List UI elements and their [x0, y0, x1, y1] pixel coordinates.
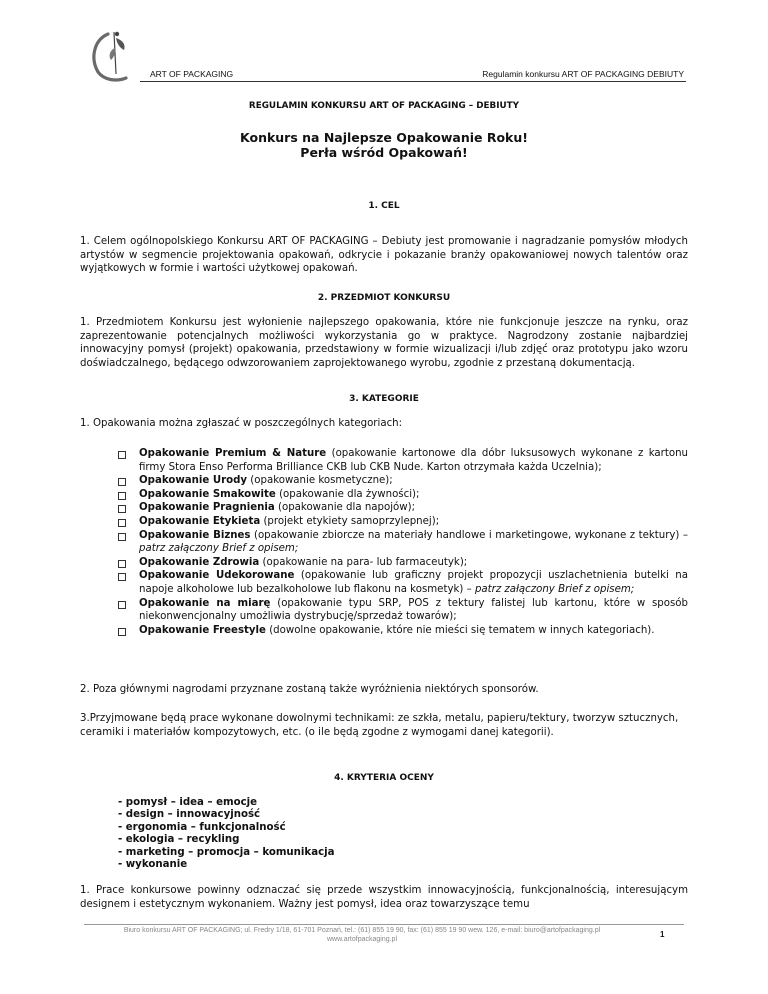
category-name: Opakowanie Urody [139, 475, 248, 487]
category-item [118, 501, 688, 515]
footer-address: Biuro konkursu ART OF PACKAGING; ul. Fredry 1/18, 61-701 Poznań, tel.: (61) 855 19 90, fax: (61) 855 19 90 wew. 126, e-mail: biuro@artofpackaging.pl [123, 927, 601, 934]
header-right-text: Regulamin konkursu ART OF PACKAGING DEBIUTY [482, 69, 684, 79]
section-1-title: 1. CEL [368, 201, 400, 211]
category-name: Opakowanie na miarę [139, 597, 271, 609]
footer-website: www.artofpackaging.pl [326, 936, 398, 943]
category-desc: (opakowanie kartonowe dla dóbr luksusowych wykonane z kartonu firmy Stora Enso Performa Brilliance CKB lub CKB Nude. Karton otrzymała każda Uczelnia); [139, 448, 689, 473]
category-item [118, 474, 688, 488]
section-3-para-3: 3.Przyjmowane będą prace wykonane dowolnymi technikami: ze szkła, metalu, papieru/tektury, tworzyw sztucznych, ceramiki i materiałów kompozytowych, etc. (o ile będą zgodne z wymogami danej kategorii). [80, 713, 679, 738]
category-item [118, 529, 688, 556]
section-2-text: 1. Przedmiotem Konkursu jest wyłonienie najlepszego opakowania, które nie funkcjonuje jeszcze na rynku, oraz zaprezentowanie potencjalnych możliwości wykorzystania go w praktyce. Nagrodzony zostanie najbardziej innowacyjny pomysł (projekt) opakowania, przedstawiony w formie wizualizacji i/lub zdjęć oraz prototypu jako wzoru doświadczalnego, będącego odwzorowaniem zaprojektowanego wyrobu, zgodnie z przestaną dokumentacją. [80, 317, 688, 369]
checkbox-icon [118, 533, 126, 541]
category-desc: (opakowanie zbiorcze na materiały handlowe i marketingowe, wykonane z tektury) – [250, 529, 688, 541]
category-desc: (opakowanie kosmetyczne); [247, 475, 393, 487]
checkbox-icon [118, 601, 126, 609]
section-3-intro: 1. Opakowania można zgłaszać w poszczególnych kategoriach: [80, 418, 403, 429]
document-title: REGULAMIN KONKURSU ART OF PACKAGING – DEBIUTY [248, 101, 520, 111]
checkbox-icon [118, 451, 126, 459]
criteria-item: - marketing – promocja – komunikacja [118, 846, 335, 858]
category-name: Opakowanie Biznes [139, 529, 251, 541]
criteria-item: - ekologia – recykling [118, 834, 240, 846]
section-3-para-2: 2. Poza głównymi nagrodami przyznane zostaną także wyróżnienia niektórych sponsorów. [80, 684, 539, 695]
section-2-title: 2. PRZEDMIOT KONKURSU [317, 293, 451, 303]
category-name: Opakowanie Premium & Nature [139, 448, 327, 459]
category-item [118, 569, 688, 596]
category-item [118, 556, 688, 570]
category-extra: patrz załączony Brief z opisem; [474, 583, 635, 595]
criteria-item: - wykonanie [118, 859, 188, 871]
category-item [118, 515, 688, 529]
category-name: Opakowanie Zdrowia [139, 556, 260, 568]
category-item [118, 447, 688, 474]
footer-rule [84, 924, 684, 925]
category-name: Opakowanie Etykieta [139, 515, 261, 527]
checkbox-icon [118, 492, 126, 500]
checkbox-icon [118, 505, 126, 513]
category-desc: (opakowanie lub graficzny projekt propozycji uszlachetnienia butelki na napoje alkoholowe lub bezalkoholowe lub flakonu na kosmetyk) – [139, 570, 688, 595]
category-name: Opakowanie Udekorowane [139, 570, 295, 582]
category-list [118, 447, 688, 637]
checkbox-icon [118, 560, 126, 568]
checkbox-icon [118, 519, 126, 527]
criteria-item: - design – innowacyjność [118, 809, 261, 821]
criteria-list [118, 797, 518, 871]
checkbox-icon [118, 573, 126, 581]
criteria-item: - ergonomia – funkcjonalność [118, 821, 286, 833]
category-desc: (dowolne opakowanie, które nie mieści się tematem w innych kategoriach). [265, 624, 655, 636]
main-title-line1: Konkurs na Najlepsze Opakowanie Roku! [240, 130, 528, 145]
header-left-text: ART OF PACKAGING [150, 69, 234, 79]
section-4-title: 4. KRYTERIA OCENY [334, 773, 434, 783]
category-item [118, 488, 688, 502]
main-title-line2: Perła wśród Opakowań! [300, 145, 468, 160]
category-desc: (projekt etykiety samoprzylepnej); [260, 515, 440, 527]
checkbox-icon [118, 478, 126, 486]
category-desc: (opakowanie dla napojów); [274, 502, 416, 514]
category-item [118, 624, 688, 638]
section-4-text: 1. Prace konkursowe powinny odznaczać się przede wszystkim innowacyjnością, funkcjonalnością, interesującym designem i estetycznym wykonaniem. Ważny jest pomysł, idea oraz towarzyszące temu [80, 885, 688, 910]
checkbox-icon [118, 628, 126, 636]
category-name: Opakowanie Smakowite [139, 488, 276, 500]
category-desc: (opakowanie typu SRP, POS z tektury falistej lub kartonu, które w sposób niekonwencjonalny umożliwia dystrybucję/sprzedaż towarów); [139, 597, 688, 623]
category-extra: patrz załączony Brief z opisem; [139, 543, 299, 555]
category-name: Opakowanie Pragnienia [139, 502, 275, 514]
section-1-text: 1. Celem ogólnopolskiego Konkursu ART OF PACKAGING – Debiuty jest promowanie i nagradzanie pomysłów młodych artystów w segmencie projektowania opakowań, odkrycie i pokazanie branży opakowaniowej nowych talentów oraz wyjątkowych w formie i wartości użytkowej opakowań. [80, 236, 688, 275]
art-of-packaging-logo [86, 28, 146, 86]
category-name: Opakowanie Freestyle [139, 624, 266, 636]
section-3-title: 3. KATEGORIE [349, 394, 419, 404]
page-number: 1 [660, 930, 665, 939]
category-item [118, 597, 688, 624]
header-rule [140, 81, 686, 82]
category-desc: (opakowanie na para- lub farmaceutyk); [259, 556, 468, 568]
criteria-item: - pomysł – idea – emocje [118, 797, 258, 808]
category-desc: (opakowanie dla żywności); [275, 488, 420, 500]
